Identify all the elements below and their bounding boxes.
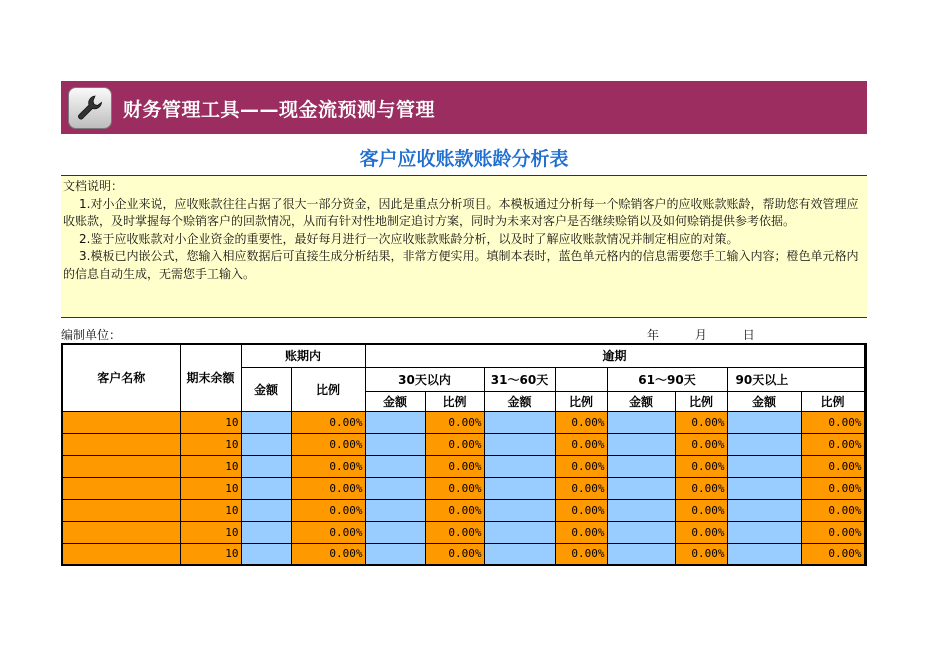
d61-90-ratio-cell: 0.00% [675, 499, 727, 521]
d31-60-ratio-cell: 0.00% [555, 543, 607, 565]
header-within-term: 账期内 [241, 344, 365, 367]
d90plus-ratio-cell: 0.00% [801, 411, 864, 433]
header-ratio: 比例 [425, 391, 484, 411]
d61-90-amount-input[interactable] [607, 521, 675, 543]
d61-90-ratio-cell: 0.00% [675, 411, 727, 433]
month-label: 月 [694, 328, 707, 342]
notes-paragraph-1: 1.对小企业来说，应收账款往往占据了很大一部分资金，因此是重点分析项目。本模板通过分析每一个赊销客户的应收账款账龄，帮助您有效管理应收账款，及时掌握每个赊销客户的回款情况，从而有针对性地制定追讨方案，同时为未来对客户是否继续赊销以及如何赊销提供参考依据。 [63, 196, 859, 228]
d30-ratio-cell: 0.00% [425, 521, 484, 543]
d61-90-amount-input[interactable] [607, 499, 675, 521]
within-amount-input[interactable] [241, 433, 291, 455]
within-ratio-cell: 0.00% [291, 499, 365, 521]
title-banner [61, 81, 867, 134]
unit-line [61, 326, 867, 343]
customer-cell[interactable] [62, 521, 180, 543]
d30-amount-input[interactable] [365, 499, 425, 521]
d30-amount-input[interactable] [365, 433, 425, 455]
d31-60-amount-input[interactable] [484, 455, 555, 477]
d31-60-ratio-cell: 0.00% [555, 455, 607, 477]
d30-ratio-cell: 0.00% [425, 499, 484, 521]
d31-60-amount-input[interactable] [484, 521, 555, 543]
header-90-plus-days: 90天以上 [727, 367, 864, 391]
customer-cell[interactable] [62, 543, 180, 565]
d61-90-amount-input[interactable] [607, 477, 675, 499]
customer-cell[interactable] [62, 455, 180, 477]
d90plus-ratio-cell: 0.00% [801, 543, 864, 565]
d30-ratio-cell: 0.00% [425, 411, 484, 433]
header-amount: 金额 [365, 391, 425, 411]
within-amount-input[interactable] [241, 499, 291, 521]
header-31-60-days: 31～60天 [484, 367, 555, 391]
within-amount-input[interactable] [241, 411, 291, 433]
header-customer: 客户名称 [62, 344, 180, 411]
header-amount: 金额 [727, 391, 801, 411]
balance-cell: 10 [180, 521, 241, 543]
d90plus-amount-input[interactable] [727, 521, 801, 543]
header-ratio: 比例 [675, 391, 727, 411]
within-ratio-cell: 0.00% [291, 477, 365, 499]
within-ratio-cell: 0.00% [291, 543, 365, 565]
within-ratio-cell: 0.00% [291, 411, 365, 433]
header-30-days: 30天以内 [365, 367, 484, 391]
d30-ratio-cell: 0.00% [425, 477, 484, 499]
d61-90-ratio-cell: 0.00% [675, 521, 727, 543]
header-within-amount: 金额 [241, 367, 291, 411]
d31-60-amount-input[interactable] [484, 433, 555, 455]
table-row [62, 433, 866, 455]
header-blank-2 [864, 367, 866, 391]
header-balance: 期末余额 [180, 344, 241, 411]
d90plus-ratio-cell: 0.00% [801, 455, 864, 477]
d61-90-ratio-cell: 0.00% [675, 543, 727, 565]
notes-heading: 文档说明： [63, 179, 124, 193]
year-label: 年 [647, 328, 660, 342]
d31-60-ratio-cell: 0.00% [555, 477, 607, 499]
table-row [62, 477, 866, 499]
banner-title: 财务管理工具——现金流预测与管理 [123, 99, 436, 121]
header-blank-1 [555, 367, 607, 391]
d30-amount-input[interactable] [365, 477, 425, 499]
customer-cell[interactable] [62, 433, 180, 455]
header-amount: 金额 [484, 391, 555, 411]
wrench-icon [68, 87, 112, 129]
d30-ratio-cell: 0.00% [425, 543, 484, 565]
aging-table [61, 343, 867, 566]
d90plus-amount-input[interactable] [727, 543, 801, 565]
table-row [62, 543, 866, 565]
sheet-title: 客户应收账款账龄分析表 [359, 148, 569, 170]
balance-cell: 10 [180, 543, 241, 565]
d90plus-ratio-cell: 0.00% [801, 499, 864, 521]
balance-cell: 10 [180, 499, 241, 521]
balance-cell: 10 [180, 477, 241, 499]
within-amount-input[interactable] [241, 543, 291, 565]
d61-90-ratio-cell: 0.00% [675, 455, 727, 477]
header-ratio: 比例 [555, 391, 607, 411]
header-ratio: 比例 [801, 391, 864, 411]
d30-amount-input[interactable] [365, 455, 425, 477]
d31-60-amount-input[interactable] [484, 499, 555, 521]
within-ratio-cell: 0.00% [291, 521, 365, 543]
notes-paragraph-3: 3.模板已内嵌公式，您输入相应数据后可直接生成分析结果，非常方便实用。填制本表时，蓝色单元格内的信息需要您手工输入内容；橙色单元格内的信息自动生成，无需您手工输入。 [63, 249, 859, 281]
table-row [62, 411, 866, 433]
day-label: 日 [742, 328, 755, 342]
header-overdue: 逾期 [365, 344, 864, 367]
header-within-ratio: 比例 [291, 367, 365, 411]
d31-60-ratio-cell: 0.00% [555, 521, 607, 543]
notes-paragraph-2: 2.鉴于应收账款对小企业资金的重要性，最好每月进行一次应收账款账龄分析，以及时了解应收账款情况并制定相应的对策。 [79, 231, 739, 246]
doc-notes [61, 175, 867, 318]
customer-cell[interactable] [62, 499, 180, 521]
d31-60-ratio-cell: 0.00% [555, 499, 607, 521]
d61-90-ratio-cell: 0.00% [675, 433, 727, 455]
d90plus-amount-input[interactable] [727, 455, 801, 477]
d30-amount-input[interactable] [365, 411, 425, 433]
date-labels [647, 326, 755, 343]
d61-90-amount-input[interactable] [607, 433, 675, 455]
d31-60-ratio-cell: 0.00% [555, 411, 607, 433]
balance-cell: 10 [180, 455, 241, 477]
d90plus-ratio-cell: 0.00% [801, 433, 864, 455]
d61-90-amount-input[interactable] [607, 543, 675, 565]
header-amount: 金额 [607, 391, 675, 411]
d61-90-amount-input[interactable] [607, 455, 675, 477]
d90plus-amount-input[interactable] [727, 433, 801, 455]
d90plus-ratio-cell: 0.00% [801, 521, 864, 543]
d90plus-amount-input[interactable] [727, 499, 801, 521]
within-ratio-cell: 0.00% [291, 455, 365, 477]
d30-amount-input[interactable] [365, 521, 425, 543]
within-ratio-cell: 0.00% [291, 433, 365, 455]
d31-60-amount-input[interactable] [484, 477, 555, 499]
unit-label: 编制单位： [61, 328, 122, 342]
d31-60-amount-input[interactable] [484, 411, 555, 433]
d61-90-amount-input[interactable] [607, 411, 675, 433]
d30-amount-input[interactable] [365, 543, 425, 565]
within-amount-input[interactable] [241, 521, 291, 543]
d30-ratio-cell: 0.00% [425, 455, 484, 477]
d61-90-ratio-cell: 0.00% [675, 477, 727, 499]
within-amount-input[interactable] [241, 455, 291, 477]
table-row [62, 499, 866, 521]
table-row [62, 521, 866, 543]
d31-60-amount-input[interactable] [484, 543, 555, 565]
d90plus-amount-input[interactable] [727, 411, 801, 433]
d30-ratio-cell: 0.00% [425, 433, 484, 455]
d31-60-ratio-cell: 0.00% [555, 433, 607, 455]
table-row [62, 455, 866, 477]
d90plus-amount-input[interactable] [727, 477, 801, 499]
header-61-90-days: 61～90天 [607, 367, 727, 391]
d90plus-ratio-cell: 0.00% [801, 477, 864, 499]
balance-cell: 10 [180, 433, 241, 455]
customer-cell[interactable] [62, 411, 180, 433]
customer-cell[interactable] [62, 477, 180, 499]
balance-cell: 10 [180, 411, 241, 433]
within-amount-input[interactable] [241, 477, 291, 499]
